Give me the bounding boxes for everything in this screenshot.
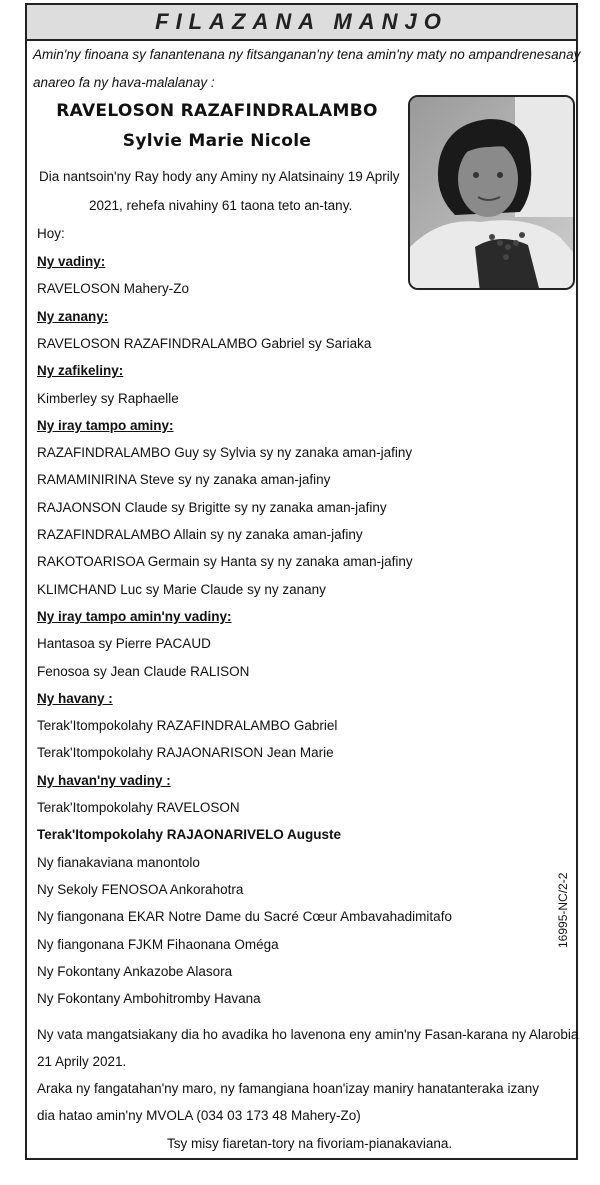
family-section-heading: Ny havan'ny vadiny : [37, 772, 171, 788]
family-list-item: Ny Fokontany Ambohitromby Havana [37, 991, 261, 1007]
page-title: FILAZANA MANJO [27, 5, 576, 41]
portrait-image [410, 97, 575, 290]
closing-statement: Tsy misy fiaretan-tory na fivoriam-pianakaviana. [167, 1136, 453, 1151]
family-list-item: Terak'Itompokolahy RAZAFINDRALAMBO Gabriel [37, 718, 338, 734]
announcement-line-2: 2021, rehefa nivahiny 61 taona teto an-tany. [89, 198, 353, 213]
funeral-line-1: Ny vata mangatsiakany dia ho avadika ho lavenona eny amin'ny Fasan-karana ny Alarobia [37, 1027, 579, 1042]
funeral-line-2: 21 Aprily 2021. [37, 1054, 127, 1069]
intro-line-2: anareo fa ny hava-malalanay : [33, 75, 215, 90]
family-list-item: Ny fianakaviana manontolo [37, 854, 200, 870]
deceased-portrait [408, 95, 575, 290]
family-list-item: Ny Sekoly FENOSOA Ankorahotra [37, 881, 244, 897]
family-section-heading: Ny vadiny: [37, 254, 106, 269]
family-section-heading: Ny iray tampo amin'ny vadiny: [37, 608, 232, 624]
family-list-item: Terak'Itompokolahy RAJAONARISON Jean Marie [37, 745, 334, 761]
family-list-item: RAMAMINIRINA Steve sy ny zanaka aman-jafiny [37, 472, 331, 488]
family-list-item: RAZAFINDRALAMBO Allain sy ny zanaka aman-jafiny [37, 527, 363, 542]
family-list-item: Ny fiangonana FJKM Fihaonana Oméga [37, 936, 279, 952]
family-list-item: Fenosoa sy Jean Claude RALISON [37, 663, 250, 679]
mvola-line-2: dia hatao amin'ny MVOLA (034 03 173 48 Mahery-Zo) [37, 1108, 361, 1123]
family-section-heading: Ny havany : [37, 690, 113, 706]
family-list-item: Terak'Itompokolahy RAVELOSON [37, 800, 240, 815]
family-section-heading: Ny zanany: [37, 308, 109, 324]
deceased-surname: RAVELOSON RAZAFINDRALAMBO [56, 101, 378, 121]
family-list-item: Terak'Itompokolahy RAJAONARIVELO Auguste [37, 827, 342, 843]
family-list-item: Ny Fokontany Ankazobe Alasora [37, 963, 233, 979]
family-list-item: RAZAFINDRALAMBO Guy sy Sylvia sy ny zanaka aman-jafiny [37, 445, 413, 461]
family-section-heading: Ny iray tampo aminy: [37, 417, 174, 433]
intro-line-1: Amin'ny finoana sy fanantenana ny fitsanganan'ny tena amin'ny maty no ampandrenesanay [33, 47, 581, 62]
deceased-given-names: Sylvie Marie Nicole [122, 131, 312, 151]
reference-code: 16995-NC/2-2 [556, 872, 570, 948]
family-list-item: RAVELOSON Mahery-Zo [37, 281, 190, 297]
hoy-label: Hoy: [37, 226, 65, 241]
family-list-item: RAVELOSON RAZAFINDRALAMBO Gabriel sy Sariaka [37, 335, 372, 351]
family-section-heading: Ny zafikeliny: [37, 363, 124, 379]
obituary-frame [25, 3, 581, 1160]
family-list-item: KLIMCHAND Luc sy Marie Claude sy ny zanany [37, 581, 326, 597]
family-list-item: RAKOTOARISOA Germain sy Hanta sy ny zanaka aman-jafiny [37, 554, 413, 570]
family-list-item: Kimberley sy Raphaelle [37, 390, 179, 406]
family-list-item: Hantasoa sy Pierre PACAUD [37, 636, 211, 652]
family-list-item: Ny fiangonana EKAR Notre Dame du Sacré Cœur Ambavahadimitafo [37, 909, 452, 925]
announcement-line-1: Dia nantsoin'ny Ray hody any Aminy ny Alatsinainy 19 Aprily [39, 169, 400, 184]
family-list-item: RAJAONSON Claude sy Brigitte sy ny zanaka aman-jafiny [37, 499, 387, 515]
mvola-line-1: Araka ny fangatahan'ny maro, ny famangiana hoan'izay maniry hanatanteraka izany [37, 1081, 539, 1096]
